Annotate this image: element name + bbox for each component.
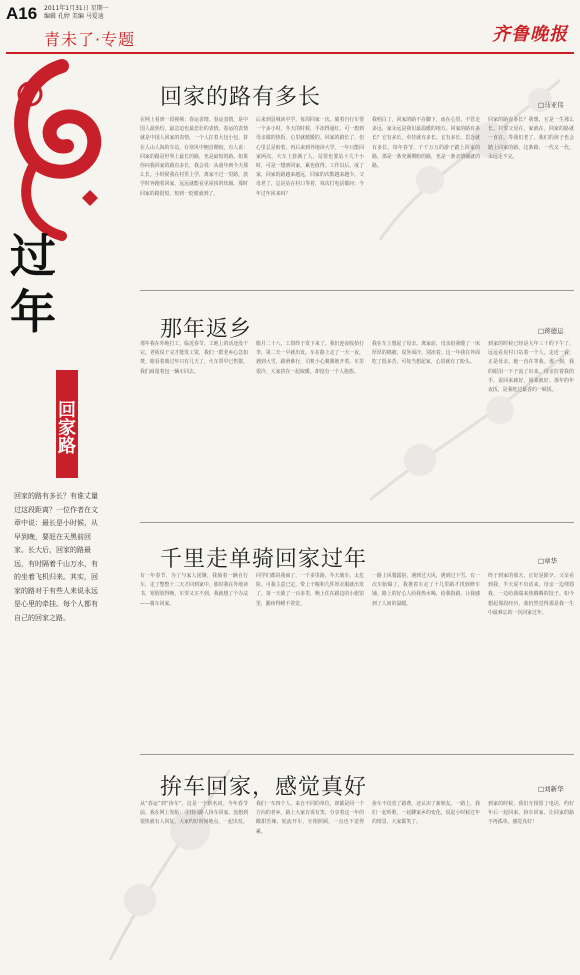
article-column: 到家的时候已经是大年三十的下午了，远远看见村口站着一个人，走近一看，正是母亲。她一直在等我。那一刻，我的眼泪一下子流了出来。母亲拉着我的手，说回来就好，回来就好。那年的年夜饭，是我吃过最香的一顿饭。 [488,341,574,394]
article-column: 终于到家的那天，正好是除夕。父亲看到我，半天说不出话来。母亲一边埋怨我，一边给我端来热腾腾的饺子。如今想起那段经历，我仍然觉得那是我一生中最难忘的一次回家过年。 [488,573,574,616]
article-column: 在网上看到一段视频：春运表情。春运表情，是中国人最焦灼、最急迫也最悲壮的表情。春运的表情就是中国人回家的表情。一个人扛着大包小包，挤在人山人海的车站，在寒风中翘首期盼。有人说：回家的路是世界上最长的路，也是最短的路。如果你问我回家的路有多长，我会说：从童年到今天那么长。小时候我在村里上学，离家不过一里路，放学时奔跑着回家，远远就能看见屋顶的炊烟。那时回家的路很短，短到一眨眼就到了。 [140,117,248,197]
editors-text: 编辑 孔婷 美编 马爱迪 [44,13,104,20]
article-byline: □刘新华 [538,785,564,793]
divider [140,522,574,523]
article-column: 回家的路有多长？我想，它是一生那么长。只要父母在，家就在，回家的路就一直在。等我们老了，我们的孩子也会踏上回家的路。这条路，一代又一代，永远走不完。 [488,117,574,160]
article-column: 一路上风餐露宿，遇到过大风，遇到过下雪。有一次车胎爆了，我推着车走了十几里路才找到修车铺。路上的好心人给我热水喝，给我指路，让我感到了人间的温暖。 [372,573,480,607]
page-number: A16 [6,4,38,23]
newspaper-logo: 齐鲁晚报 [492,24,568,45]
header-rule [6,52,574,54]
article-title: 千里走单骑回家过年 [160,547,368,572]
article-byline: □马亚伟 [538,101,564,109]
article-column: 到家的时候，我们互相留了电话，约好年后一起回来。拚车回家，让回家的路不再孤单。感觉真好！ [488,801,574,826]
banner-intro: 回家的路有多长？有谁丈量过这段距离？一位作者在文章中说：最长是小时候，从早到晚，要赶在天黑前回家。长大后，回家的路最远，有时隔着千山万水，有的坐着飞机归来。其实，回家的路对于有些人来说永远是心里的牵挂。每个人都有自己的回家之路。 [14,492,98,622]
banner-subtitle: 回家路 [56,370,78,478]
article-column: 有一年春节，为了与家人团聚，我骑着一辆自行车，走了整整十二天才回到家中。那时我在外地读书，寒假放得晚，车票又买不到，我就想了个办法——骑车回家。 [140,573,248,607]
article-column: 我在车上想起了母亲。离家前，母亲给我缝了一床厚厚的棉被，说外面冷，别冻着。这一年我在外面吃了很多苦，可每当想起家，心里就有了盼头。 [372,341,480,366]
article-column: 我明白了，回家的路不在脚下，而在心里。不管走多远，家永远是我们最温暖的地方。回家的路有多长？它有多长，牵挂就有多长。它有多长，思念就有多长。每年春节，千千万万的游子踏上回家的路，那是一条充满期盼的路，也是一条亲情铺就的路。 [372,117,480,170]
article-byline: □蒋德运 [538,327,564,335]
banner-title: 过年 [10,229,56,339]
article-column: 拚车不仅省了路费，还认识了新朋友。一路上，我们一起听歌，一起聊家乡的变化，说起小时候过年的情景，大家都笑了。 [372,801,480,826]
date-line [44,5,109,21]
article-title: 拚车回家，感觉真好 [160,775,368,800]
section-title: 青未了·专题 [44,30,136,49]
article-column: 腊月二十八，工资终于发下来了。我们连夜收拾行李，第二天一早就出发。车在路上走了一天一夜，遇到大雪，路滑难行，司机小心翼翼地开着。车里很冷，大家挤在一起取暖，却没有一个人抱怨。 [256,341,364,375]
article-title: 那年返乡 [160,317,253,342]
divider [140,754,574,755]
article-column: 那年我在外地打工，临近春节，工地上的活还没干完。老板说干完才能发工资，我们一群老乡心急如焚。眼看着离过年只有几天了，火车票早已售罄，我们商量着包一辆车回去。 [140,341,248,375]
article-column: 同学们都说我疯了，一千多里路，冬天骑车，太危险。可我主意已定，带上干粮和几件厚衣服就出发了。第一天骑了一百多里，晚上住在路边的小旅馆里，腿疼得睡不着觉。 [256,573,364,607]
article-title: 回家的路有多长 [160,85,322,110]
article-column: 从“春运”到“拚车”，这是一个新名词。今年春节前，我在网上发帖：寻找同路人拚车回家。没想到很快就有人回复，大家约好时间地点，一起出发。 [140,801,248,826]
divider [140,290,574,291]
date-text: 2011年1月31日 星期一 [44,5,109,12]
article-column: 我们一车四个人，来自不同的单位，却都是同一个方向的老乡。路上大家有说有笑，分享着这一年的酸甜苦辣，轮流开车，互相照顾，一点也不觉得累。 [256,801,364,835]
article-byline: □章华 [538,557,558,565]
red-swirl-decoration [2,58,120,248]
article-column: 后来到县城读中学，每周回家一次。骑着自行车要一个多小时，冬天的时候，手冻得通红，可一想到母亲做的热饭，心里就暖暖的。回家的路长了，但心里总是盼着。再后来到外地读大学，一年只能回家两次。火车上挤满了人，站票也要站十几个小时，可是一想到回家，累也值得。工作以后，成了家，回家的路越来越远，回家的次数越来越少。父母老了，总是站在村口等着，每次打电话都问：今年过年回来吗？ [256,117,364,197]
